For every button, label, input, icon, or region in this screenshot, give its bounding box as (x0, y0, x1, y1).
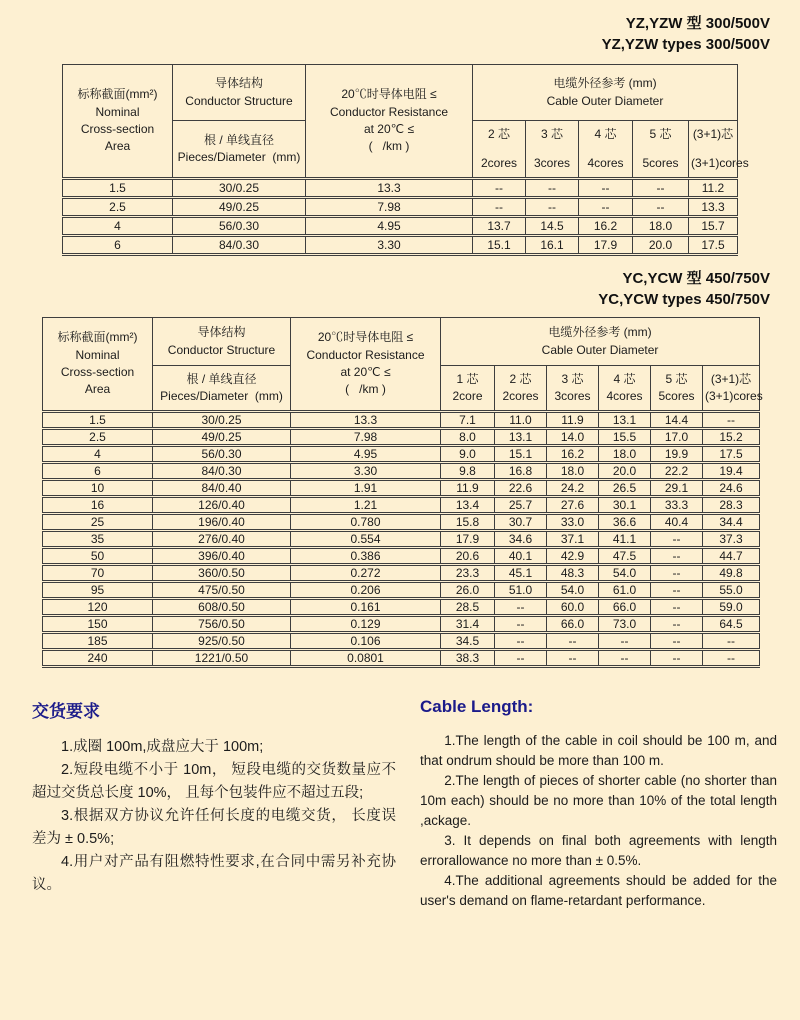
table-cell: 20.6 (441, 548, 495, 565)
table-cell: 23.3 (441, 565, 495, 582)
table-cell: 56/0.30 (153, 446, 291, 463)
table-cell: -- (633, 198, 689, 217)
col-header-outer-diameter (473, 65, 738, 121)
table-cell: 0.0801 (291, 650, 441, 667)
header-line: 电缆外径参考 (mm) (548, 325, 652, 340)
table-cell: 396/0.40 (153, 548, 291, 565)
cores-column-header (441, 366, 495, 412)
cores-label-zh: 2 芯 (487, 127, 510, 142)
table-cell: 95 (43, 582, 153, 599)
table-cell: 84/0.30 (173, 236, 306, 255)
table-cell: 45.1 (495, 565, 547, 582)
table1-title-en: YZ,YZW types 300/500V (601, 36, 770, 53)
table-cell: 196/0.40 (153, 514, 291, 531)
table-row (43, 582, 760, 599)
col-header-outer-diameter (441, 318, 760, 366)
table-cell: 24.6 (703, 480, 760, 497)
table-cell: -- (473, 179, 526, 198)
table1-title-zh: YZ,YZW 型 300/500V (625, 15, 770, 32)
table-cell: 51.0 (495, 582, 547, 599)
table-cell: -- (526, 179, 579, 198)
table-row (43, 650, 760, 667)
table-cell: -- (473, 198, 526, 217)
table-cell: -- (651, 650, 703, 667)
table-cell: 49/0.25 (173, 198, 306, 217)
table-cell: 66.0 (547, 616, 599, 633)
col-header-pieces-diameter (173, 121, 306, 179)
table-cell: 185 (43, 633, 153, 650)
table-cell: -- (651, 548, 703, 565)
table-cell: -- (703, 650, 760, 667)
table-cell: 4.95 (306, 217, 473, 236)
table-row (43, 429, 760, 446)
cores-label-en: 5cores (642, 155, 679, 170)
table-cell: 66.0 (599, 599, 651, 616)
table-cell: 30/0.25 (173, 179, 306, 198)
header-line: ( /km ) (368, 139, 410, 154)
col-header-pieces-diameter (153, 366, 291, 412)
table-cell: 33.3 (651, 497, 703, 514)
table-cell: 0.780 (291, 514, 441, 531)
table-cell: -- (703, 412, 760, 429)
table-cell: 59.0 (703, 599, 760, 616)
header-line: Area (84, 382, 111, 397)
table-cell: -- (703, 633, 760, 650)
cores-column-header (599, 366, 651, 412)
table-cell: 16.1 (526, 236, 579, 255)
table-cell: 126/0.40 (153, 497, 291, 514)
header-line: Cross-section (60, 365, 135, 379)
cores-column-header (473, 121, 526, 179)
table-cell: 84/0.30 (153, 463, 291, 480)
table-cell: 56/0.30 (173, 217, 306, 236)
table-cell: 1.21 (291, 497, 441, 514)
table-cell: 1.91 (291, 480, 441, 497)
header-line: Nominal (95, 104, 140, 119)
table-cell: -- (651, 616, 703, 633)
table-cell: 29.1 (651, 480, 703, 497)
header-line: Pieces/Diameter (mm) (177, 150, 301, 164)
cores-column-header (495, 366, 547, 412)
cores-column-header (633, 121, 689, 179)
table-cell: 27.6 (547, 497, 599, 514)
header-line: 标称截面(mm²) (57, 330, 138, 345)
header-line: Cable Outer Diameter (541, 342, 659, 357)
cores-label-zh: 4 芯 (613, 371, 636, 386)
table-cell: 13.3 (306, 179, 473, 198)
table-cell: 11.0 (495, 412, 547, 429)
cores-label-zh: 5 芯 (649, 127, 672, 142)
col-header-conductor-resistance (291, 318, 441, 412)
table-cell: -- (495, 616, 547, 633)
table-cell: 608/0.50 (153, 599, 291, 616)
table-cell: 3.30 (306, 236, 473, 255)
yc-ycw-spec-table (42, 317, 763, 668)
header-line: Conductor Structure (167, 342, 276, 357)
cores-label-zh: 4 芯 (594, 127, 617, 142)
table-cell: 30.1 (599, 497, 651, 514)
table-cell: 24.2 (547, 480, 599, 497)
table-cell: 1.5 (43, 412, 153, 429)
delivery-item: 4.用户对产品有阻燃特性要求,在合同中需另补充协议。 (32, 854, 396, 893)
table2-title (598, 268, 770, 310)
col-header-conductor-structure (153, 318, 291, 366)
table-cell: 276/0.40 (153, 531, 291, 548)
table-row (43, 548, 760, 565)
cores-label-zh: 3 芯 (540, 127, 563, 142)
delivery-item: 3.根据双方协议允许任何长度的电缆交货， 长度误差为 ± 0.5%; (32, 808, 396, 847)
header-line: Conductor Resistance (306, 347, 425, 362)
table-cell: -- (579, 179, 633, 198)
table-cell: 7.1 (441, 412, 495, 429)
table-cell: 4.95 (291, 446, 441, 463)
table-cell: 0.161 (291, 599, 441, 616)
table-cell: 0.272 (291, 565, 441, 582)
table-cell: 64.5 (703, 616, 760, 633)
table-cell: 54.0 (599, 565, 651, 582)
cable-length-heading: Cable Length: (420, 697, 534, 716)
table-row (43, 412, 760, 429)
table-cell: -- (599, 650, 651, 667)
table-cell: 17.0 (651, 429, 703, 446)
table-cell: 0.554 (291, 531, 441, 548)
table-cell: 19.9 (651, 446, 703, 463)
table-cell: 31.4 (441, 616, 495, 633)
table-cell: 240 (43, 650, 153, 667)
table-cell: 20.0 (599, 463, 651, 480)
col-header-nominal-area (43, 318, 153, 412)
cable-length-item: 2.The length of pieces of shorter cable (no shorter than 10m each) should be no more than 10% of the total length ,ackage. (420, 773, 777, 828)
table-cell: 40.4 (651, 514, 703, 531)
header-line: Conductor Resistance (329, 104, 449, 119)
table-cell: 30/0.25 (153, 412, 291, 429)
table-cell: 13.3 (689, 198, 738, 217)
table-cell: 120 (43, 599, 153, 616)
cable-length-section (420, 697, 777, 911)
table-row (43, 497, 760, 514)
table-cell: 9.0 (441, 446, 495, 463)
table-cell: 14.4 (651, 412, 703, 429)
table-cell: 44.7 (703, 548, 760, 565)
table-cell: 150 (43, 616, 153, 633)
table-cell: -- (495, 599, 547, 616)
header-line: Nominal (75, 347, 120, 362)
cores-column-header (703, 366, 763, 412)
table-cell: 17.9 (441, 531, 495, 548)
table-cell: 49/0.25 (153, 429, 291, 446)
header-line: 根 / 单线直径 (203, 132, 274, 147)
table-cell: 756/0.50 (153, 616, 291, 633)
table-cell: 11.2 (689, 179, 738, 198)
table-cell: 15.8 (441, 514, 495, 531)
table-cell: 50 (43, 548, 153, 565)
table-cell: 26.0 (441, 582, 495, 599)
table-cell: 16.2 (579, 217, 633, 236)
table-cell: 25 (43, 514, 153, 531)
cores-label-en: 4cores (587, 155, 624, 170)
header-line: at 20℃ ≤ (340, 365, 391, 379)
header-line: 导体结构 (214, 76, 263, 91)
table-cell: -- (651, 599, 703, 616)
table-cell: 42.9 (547, 548, 599, 565)
table-cell: 14.0 (547, 429, 599, 446)
header-line: at 20℃ ≤ (363, 122, 415, 136)
table-cell: -- (579, 198, 633, 217)
table-cell: 1221/0.50 (153, 650, 291, 667)
table-cell: 22.6 (495, 480, 547, 497)
table-row (63, 217, 738, 236)
table-cell: 9.8 (441, 463, 495, 480)
table-cell: 37.3 (703, 531, 760, 548)
cores-label-zh: (3+1)芯 (710, 371, 752, 386)
table-cell: 16.8 (495, 463, 547, 480)
table-cell: 18.0 (633, 217, 689, 236)
delivery-item: 2.短段电缆不小于 10m， 短段电缆的交货数量应不超过交货总长度 10%， 且每个包装件应不超过五段; (32, 762, 396, 801)
table-cell: 15.2 (703, 429, 760, 446)
table-cell: 30.7 (495, 514, 547, 531)
table-row (43, 616, 760, 633)
cores-label-en: 2cores (502, 389, 539, 403)
table-row (63, 198, 738, 217)
table-cell: -- (651, 531, 703, 548)
table-cell: 73.0 (599, 616, 651, 633)
table-cell: 35 (43, 531, 153, 548)
col-header-nominal-area (63, 65, 173, 179)
header-line: Pieces/Diameter (mm) (160, 389, 283, 403)
table-cell: 36.6 (599, 514, 651, 531)
table-row (43, 480, 760, 497)
table-cell: 4 (43, 446, 153, 463)
cores-column-header (547, 366, 599, 412)
header-line: Cable Outer Diameter (546, 93, 664, 108)
table-row (63, 236, 738, 255)
cores-label-en: 3cores (533, 155, 571, 170)
table-cell: 0.386 (291, 548, 441, 565)
header-line: 电缆外径参考 (mm) (553, 76, 657, 91)
table-cell: 2.5 (43, 429, 153, 446)
cable-length-item: 4.The additional agreements should be added for the user's demand on flame-retardant performance. (420, 873, 777, 908)
cores-label-zh: 3 芯 (561, 371, 584, 386)
table-cell: 1.5 (63, 179, 173, 198)
table-cell: 70 (43, 565, 153, 582)
header-line: ( /km ) (345, 382, 386, 397)
header-line: Conductor Structure (185, 93, 293, 108)
table-cell: 2.5 (63, 198, 173, 217)
header-line: Cross-section (80, 122, 155, 136)
table-cell: 13.7 (473, 217, 526, 236)
table-cell: 0.106 (291, 633, 441, 650)
cores-label-zh: 2 芯 (509, 371, 532, 386)
table-cell: 38.3 (441, 650, 495, 667)
table-cell: 15.7 (689, 217, 738, 236)
table2-title-en: YC,YCW types 450/750V (598, 291, 770, 308)
table-cell: 47.5 (599, 548, 651, 565)
table-cell: 17.5 (703, 446, 760, 463)
table-cell: 28.3 (703, 497, 760, 514)
yz-yzw-spec-table (62, 64, 749, 256)
cores-label-en: 4cores (606, 389, 643, 403)
table-cell: 17.9 (579, 236, 633, 255)
table-cell: 19.4 (703, 463, 760, 480)
delivery-item: 1.成圈 100m,成盘应大于 100m; (61, 739, 264, 755)
table1-title (602, 13, 770, 55)
header-line: 标称截面(mm²) (77, 87, 158, 102)
table-cell: -- (599, 633, 651, 650)
table-cell: 3.30 (291, 463, 441, 480)
table-cell: 16.2 (547, 446, 599, 463)
table-cell: 22.2 (651, 463, 703, 480)
header-line: 20℃时导体电阻 ≤ (317, 330, 414, 345)
col-header-conductor-structure (173, 65, 306, 121)
table2-title-zh: YC,YCW 型 450/750V (622, 270, 770, 287)
cores-label-en: 2core (452, 389, 483, 403)
header-line: 20℃时导体电阻 ≤ (341, 87, 437, 102)
table-cell: 14.5 (526, 217, 579, 236)
table-cell: -- (651, 565, 703, 582)
table-cell: 49.8 (703, 565, 760, 582)
table-cell: 6 (43, 463, 153, 480)
table-row (43, 514, 760, 531)
table-cell: 17.5 (689, 236, 738, 255)
table-cell: 6 (63, 236, 173, 255)
table-cell: 48.3 (547, 565, 599, 582)
table-cell: -- (495, 633, 547, 650)
table-cell: 13.1 (495, 429, 547, 446)
table-cell: 475/0.50 (153, 582, 291, 599)
table-row (43, 446, 760, 463)
table-cell: -- (651, 633, 703, 650)
table-cell: 18.0 (599, 446, 651, 463)
cable-length-item: 3. It depends on final both agreements with length errorallowance no more than ± 0.5%. (420, 833, 777, 868)
table-cell: 11.9 (547, 412, 599, 429)
cores-label-en: 3cores (554, 389, 591, 403)
table-row (43, 599, 760, 616)
table-cell: 11.9 (441, 480, 495, 497)
table-cell: 15.5 (599, 429, 651, 446)
cores-label-zh: (3+1)芯 (692, 127, 734, 142)
table-cell: 61.0 (599, 582, 651, 599)
cores-column-header (689, 121, 749, 179)
table-cell: -- (633, 179, 689, 198)
table-cell: -- (526, 198, 579, 217)
col-header-conductor-resistance (306, 65, 473, 179)
cores-label-zh: 5 芯 (665, 371, 688, 386)
table-cell: 18.0 (547, 463, 599, 480)
cores-label-en: 2cores (480, 155, 518, 170)
table-cell: 925/0.50 (153, 633, 291, 650)
table-cell: -- (547, 633, 599, 650)
table-cell: 28.5 (441, 599, 495, 616)
table-cell: 4 (63, 217, 173, 236)
table-cell: 15.1 (473, 236, 526, 255)
table-cell: 60.0 (547, 599, 599, 616)
table-cell: 16 (43, 497, 153, 514)
table-cell: -- (495, 650, 547, 667)
table-cell: 13.3 (291, 412, 441, 429)
header-line: 导体结构 (197, 325, 246, 340)
table-cell: 37.1 (547, 531, 599, 548)
cable-length-item: 1.The length of the cable in coil should be 100 m, and that ondrum should be more than 100 m. (420, 733, 777, 768)
header-line: 根 / 单线直径 (186, 371, 257, 386)
table-cell: 7.98 (291, 429, 441, 446)
table-cell: 34.5 (441, 633, 495, 650)
table-cell: 54.0 (547, 582, 599, 599)
table-cell: 7.98 (306, 198, 473, 217)
table-cell: 20.0 (633, 236, 689, 255)
table-row (43, 565, 760, 582)
table-row (43, 463, 760, 480)
table-cell: 15.1 (495, 446, 547, 463)
table-row (63, 179, 738, 198)
table-cell: 34.4 (703, 514, 760, 531)
table-row (43, 633, 760, 650)
delivery-requirements-heading: 交货要求 (32, 702, 100, 721)
table-cell: 55.0 (703, 582, 760, 599)
cores-label-en: (3+1)cores (691, 155, 749, 170)
cores-column-header (651, 366, 703, 412)
cores-label-en: 5cores (658, 389, 695, 403)
table-cell: 8.0 (441, 429, 495, 446)
table-cell: 360/0.50 (153, 565, 291, 582)
table-cell: 0.206 (291, 582, 441, 599)
table-cell: 84/0.40 (153, 480, 291, 497)
header-line: Area (104, 139, 131, 154)
table-cell: 40.1 (495, 548, 547, 565)
table-row (43, 531, 760, 548)
cores-label-en: (3+1)cores (705, 389, 763, 403)
cores-column-header (579, 121, 633, 179)
table-cell: 13.1 (599, 412, 651, 429)
cores-column-header (526, 121, 579, 179)
table-cell: 0.129 (291, 616, 441, 633)
table-cell: 10 (43, 480, 153, 497)
table-cell: 33.0 (547, 514, 599, 531)
cores-label-zh: 1 芯 (456, 371, 479, 386)
delivery-requirements-section (32, 697, 396, 897)
table-cell: 41.1 (599, 531, 651, 548)
table-cell: 25.7 (495, 497, 547, 514)
table-cell: -- (651, 582, 703, 599)
table-cell: -- (547, 650, 599, 667)
table-cell: 13.4 (441, 497, 495, 514)
table-cell: 34.6 (495, 531, 547, 548)
table-cell: 26.5 (599, 480, 651, 497)
